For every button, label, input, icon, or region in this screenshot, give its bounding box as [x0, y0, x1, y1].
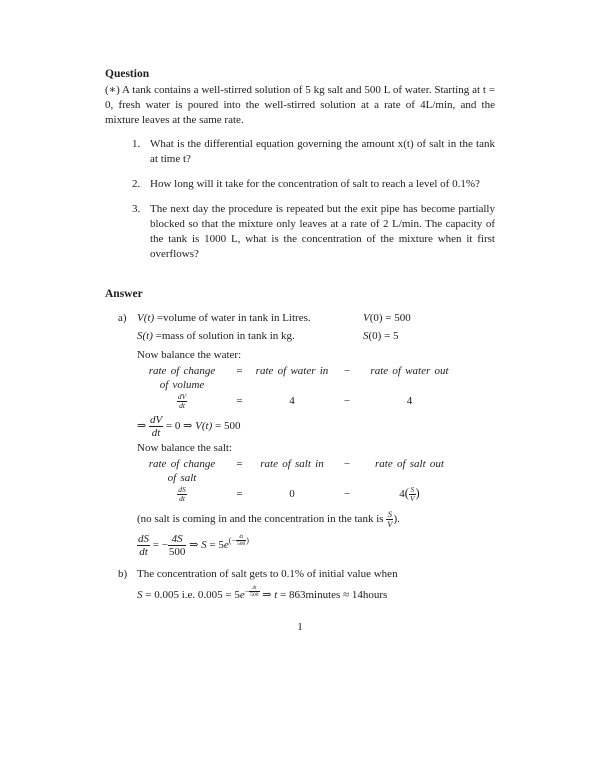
- table-cell: 4: [406, 395, 413, 407]
- numerator: 4t: [238, 534, 244, 540]
- question-item-3: [105, 202, 495, 262]
- salt-out-term: [362, 486, 457, 503]
- math-var: V(t): [195, 420, 213, 432]
- note-text: ).: [393, 512, 400, 525]
- minus-sign: −: [343, 365, 351, 377]
- table-cell: rate of change: [148, 365, 216, 377]
- initial-condition: [363, 311, 411, 326]
- page-number: 1: [297, 621, 303, 633]
- denominator: dt: [177, 401, 187, 410]
- math-var: S: [201, 539, 207, 551]
- coefficient: 4: [399, 488, 405, 501]
- equals-sign: =: [236, 458, 243, 470]
- answer-item-a: [105, 311, 495, 558]
- equation-text: = 0.005 i.e. 0.005 = 5: [142, 588, 240, 601]
- initial-condition: [363, 329, 399, 344]
- definition-text: =mass of solution in tank in kg.: [152, 330, 295, 342]
- item-number: 3.: [132, 203, 141, 215]
- fraction-S-V: [409, 486, 416, 503]
- table-cell: rate of water out: [370, 365, 449, 377]
- implies-arrow: ⇒: [259, 588, 275, 601]
- answer-b-text: The concentration of salt gets to 0.1% of initial value when: [137, 568, 398, 580]
- math-var: V: [363, 312, 370, 324]
- exponent: [229, 533, 249, 548]
- salt-balance-intro: Now balance the salt:: [137, 442, 232, 454]
- display-equation-volume: [137, 414, 495, 439]
- table-cell: [137, 486, 227, 503]
- table-cell: 0: [289, 488, 295, 500]
- minus-sign: −: [343, 395, 351, 407]
- answer-heading: Answer: [105, 288, 143, 300]
- item-label-a: a): [118, 312, 127, 324]
- question-item-text: The next day the procedure is repeated but the exit pipe has become partially blocked so that the mixture only leaves at a rate of 2 L/min. The capacity of the tank is 1000 L, what is the concentration of the mixture when it first overflows?: [150, 203, 495, 260]
- question-item-1: [105, 137, 495, 167]
- question-intro: (∗) A tank contains a well-stirred solution of 5 kg salt and 500 L of water. Starting at t = 0, fresh water is poured into the well-stirred solution at a rate of 4L/min, and the mixture leaves at the same rate.: [105, 84, 495, 126]
- table-row: [137, 379, 495, 392]
- denominator: dt: [137, 545, 150, 558]
- fraction-S-V: [386, 510, 393, 529]
- fraction-dS-dt: [137, 533, 150, 558]
- exponent-paren: ): [246, 536, 249, 545]
- answer-item-b: [105, 567, 495, 604]
- water-balance-table: [137, 365, 495, 410]
- fraction-4S-500: [168, 533, 187, 558]
- initial-value: (0) = 5: [368, 330, 399, 342]
- implies-arrow: ⇒: [186, 539, 202, 551]
- denominator: 500: [250, 591, 259, 598]
- table-row: [137, 486, 495, 503]
- equation-text: = 0 ⇒: [163, 420, 196, 432]
- definition-line-volume: [137, 311, 495, 326]
- equation-text: = 5: [206, 539, 224, 551]
- table-cell: rate of change: [148, 458, 216, 470]
- numerator: 4t: [252, 584, 257, 591]
- math-var: t: [274, 588, 278, 601]
- math-var: e: [239, 588, 245, 601]
- item-number: 2.: [132, 178, 141, 190]
- numerator: dS: [178, 485, 186, 494]
- fraction-4t-500: [249, 585, 259, 598]
- minus-sign: −: [343, 488, 351, 500]
- question-heading: Question: [105, 68, 150, 80]
- math-var: S(t): [137, 330, 153, 342]
- question-item-text: What is the differential equation governing the amount x(t) of salt in the tank at time t?: [150, 138, 495, 165]
- equation-text: = 500: [212, 420, 241, 432]
- denominator: 500: [168, 546, 186, 558]
- table-cell: [137, 393, 227, 410]
- fraction-4t-500: [236, 534, 246, 547]
- table-cell: 4: [289, 395, 295, 407]
- denominator: 500: [236, 541, 246, 547]
- right-paren: ): [415, 486, 420, 501]
- table-cell: rate of water in: [255, 365, 329, 377]
- denominator: dt: [149, 426, 163, 439]
- water-balance-intro: Now balance the water:: [137, 349, 242, 361]
- initial-value: (0) = 500: [369, 312, 411, 324]
- numerator: 4S: [171, 533, 183, 545]
- display-equation-salt-solution: [137, 533, 495, 558]
- denominator: V: [387, 518, 393, 529]
- definition-line-salt: [137, 329, 495, 344]
- table-cell: of volume: [159, 379, 205, 391]
- exponent-minus: −: [244, 586, 250, 596]
- numerator: S: [410, 485, 415, 494]
- equation-text: = −: [150, 539, 168, 551]
- numerator: S: [387, 508, 392, 519]
- implies-arrow: ⇒: [137, 420, 149, 432]
- exponent: [245, 584, 260, 599]
- table-row: [137, 458, 495, 471]
- numerator: dV: [177, 392, 187, 401]
- item-number: 1.: [132, 138, 141, 150]
- left-paren: (: [404, 486, 409, 501]
- math-var: S: [137, 588, 143, 601]
- numerator: dS: [138, 533, 149, 545]
- salt-balance-table: [137, 458, 495, 503]
- fraction-dS-dt: [177, 486, 187, 503]
- math-var: S: [363, 330, 369, 342]
- answer-b-content: [137, 567, 495, 604]
- item-label-b: b): [118, 568, 128, 580]
- math-var: e: [223, 539, 229, 551]
- table-row: [137, 393, 495, 410]
- table-row: [137, 472, 495, 485]
- question-item-2: [105, 177, 495, 192]
- exponent-paren: (−: [228, 536, 236, 545]
- equals-sign: =: [236, 488, 243, 500]
- table-row: [137, 365, 495, 378]
- denominator: dt: [179, 494, 185, 503]
- fraction-dV-dt: [149, 414, 163, 439]
- equals-sign: =: [236, 395, 243, 407]
- table-cell: rate of salt in: [260, 458, 324, 470]
- math-var: V(t): [137, 312, 155, 324]
- definition-text: =volume of water in tank in Litres.: [154, 312, 311, 324]
- equation-text: = 863minutes ≈ 14hours: [277, 588, 388, 601]
- numerator: dV: [149, 414, 163, 426]
- denominator: V: [409, 494, 415, 503]
- minus-sign: −: [343, 458, 351, 470]
- concentration-note: [137, 509, 495, 529]
- fraction-dV-dt: [177, 393, 187, 410]
- table-cell: rate of salt out: [375, 458, 444, 470]
- question-item-text: How long will it take for the concentration of salt to reach a level of 0.1%?: [150, 178, 480, 190]
- table-cell: of salt: [167, 472, 197, 484]
- answer-a-content: [137, 311, 495, 558]
- note-text: (no salt is coming in and the concentration in the tank is: [137, 512, 387, 525]
- display-equation-time: [137, 586, 495, 604]
- question-list: [105, 137, 495, 262]
- equals-sign: =: [236, 365, 243, 377]
